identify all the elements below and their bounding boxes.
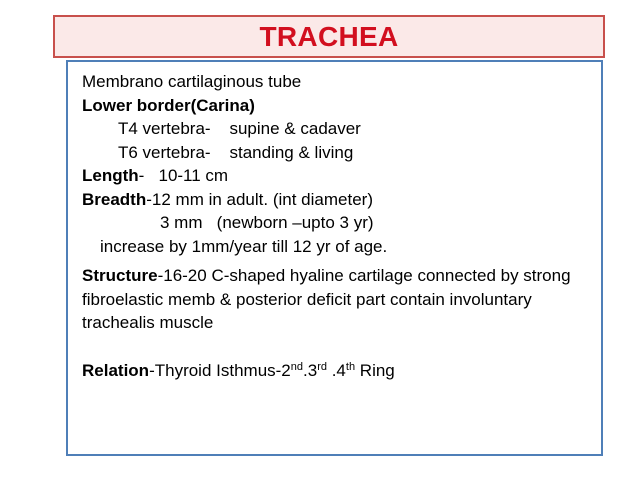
intro-line: Membrano cartilaginous tube [82,72,302,91]
newborn-line: 3 mm (newborn –upto 3 yr) [160,213,374,232]
slide-title: TRACHEA [259,20,399,52]
length-value: - 10-11 cm [138,166,229,185]
sup-th: th [345,360,356,373]
relation-ring: Ring [355,360,395,380]
breadth-line [82,188,587,212]
relation-value: -Thyroid Isthmus-2 [149,360,291,380]
lower-border-heading: Lower border(Carina) [82,95,255,115]
relation-line [82,359,587,383]
structure-paragraph [82,264,587,335]
structure-label: Structure [82,266,158,285]
title-box [53,15,605,58]
relation-3: .3 [303,360,318,380]
t4-line: T4 vertebra- supine & cadaver [118,119,361,138]
spacer [82,335,587,356]
structure-value: -16-20 C-shaped hyaline cartilage connected by strong fibroelastic memb & posterior deficit part contain involuntary trachealis muscle [82,266,571,332]
content-box [66,60,603,456]
breadth-label: Breadth [82,189,147,209]
length-label: Length [82,166,139,185]
breadth-value: -12 mm in adult. (int diameter) [146,189,373,209]
increase-line: increase by 1mm/year till 12 yr of age. [100,236,388,256]
relation-label: Relation [82,360,150,380]
relation-4: .4 [326,360,346,380]
sup-rd: rd [317,360,327,373]
t6-line: T6 vertebra- standing & living [118,142,354,162]
sup-nd: nd [290,360,304,373]
length-line [82,164,587,188]
